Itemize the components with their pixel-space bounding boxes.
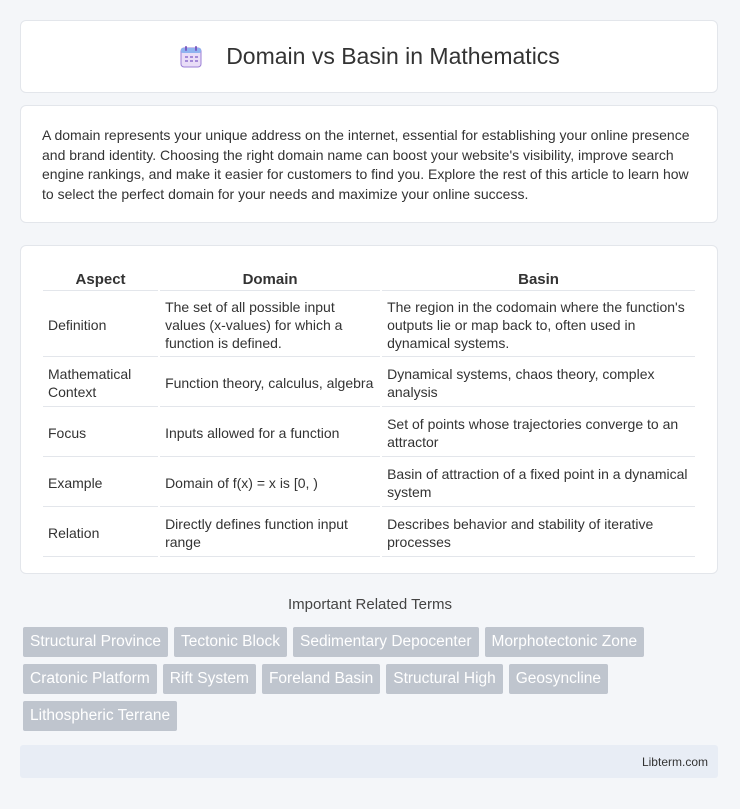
table-cell-aspect: Example [43, 459, 158, 507]
header-domain: Domain [160, 268, 380, 291]
table-cell-aspect: Relation [43, 509, 158, 557]
table-cell-domain: Directly defines function input range [160, 509, 380, 557]
table-row [43, 293, 695, 357]
page-title: Domain vs Basin in Mathematics [226, 43, 560, 69]
table-row [43, 409, 695, 457]
table-header-row [43, 268, 695, 291]
table-cell-aspect: Mathematical Context [43, 359, 158, 407]
table-cell-basin: Set of points whose trajectories converge to an attractor [382, 409, 695, 457]
related-term-tag[interactable]: Cratonic Platform [23, 664, 157, 694]
table-cell-domain: Domain of f(x) = x is [0, ) [160, 459, 380, 507]
title-card [20, 20, 718, 93]
intro-paragraph: A domain represents your unique address on the internet, essential for establishing your online presence and brand identity. Choosing the right domain name can boost your website's visibility, improve search engine rankings, and make it easier for customers to find you. Explore the rest of this article to learn how to select the perfect domain for your needs and maximize your online success. [42, 127, 690, 202]
table-cell-basin: Dynamical systems, chaos theory, complex analysis [382, 359, 695, 407]
table-cell-domain: Function theory, calculus, algebra [160, 359, 380, 407]
table-cell-basin: The region in the codomain where the function's outputs lie or map back to, often used in dynamical systems. [382, 293, 695, 357]
table-cell-basin: Describes behavior and stability of iterative processes [382, 509, 695, 557]
table-row [43, 509, 695, 557]
table-cell-basin: Basin of attraction of a fixed point in a dynamical system [382, 459, 695, 507]
related-terms-list [23, 627, 703, 738]
related-term-tag[interactable]: Lithospheric Terrane [23, 701, 177, 731]
header-aspect: Aspect [43, 268, 158, 291]
related-term-tag[interactable]: Foreland Basin [262, 664, 380, 694]
title-wrap [21, 21, 717, 92]
comparison-table [41, 266, 697, 559]
related-term-tag[interactable]: Tectonic Block [174, 627, 287, 657]
related-term-tag[interactable]: Sedimentary Depocenter [293, 627, 478, 657]
related-term-tag[interactable]: Rift System [163, 664, 256, 694]
comparison-card [20, 245, 718, 574]
table-cell-domain: Inputs allowed for a function [160, 409, 380, 457]
related-term-tag[interactable]: Geosyncline [509, 664, 608, 694]
related-term-tag[interactable]: Structural High [386, 664, 503, 694]
table-row [43, 359, 695, 407]
related-term-tag[interactable]: Structural Province [23, 627, 168, 657]
related-terms-title: Important Related Terms [288, 596, 452, 613]
table-cell-aspect: Definition [43, 293, 158, 357]
footer [20, 745, 718, 778]
footer-site-link[interactable]: Libterm.com [641, 754, 708, 769]
calendar-icon [178, 44, 204, 70]
table-row [43, 459, 695, 507]
header-basin: Basin [382, 268, 695, 291]
table-cell-aspect: Focus [43, 409, 158, 457]
related-term-tag[interactable]: Morphotectonic Zone [485, 627, 645, 657]
intro-card [20, 105, 718, 223]
table-cell-domain: The set of all possible input values (x-values) for which a function is defined. [160, 293, 380, 357]
